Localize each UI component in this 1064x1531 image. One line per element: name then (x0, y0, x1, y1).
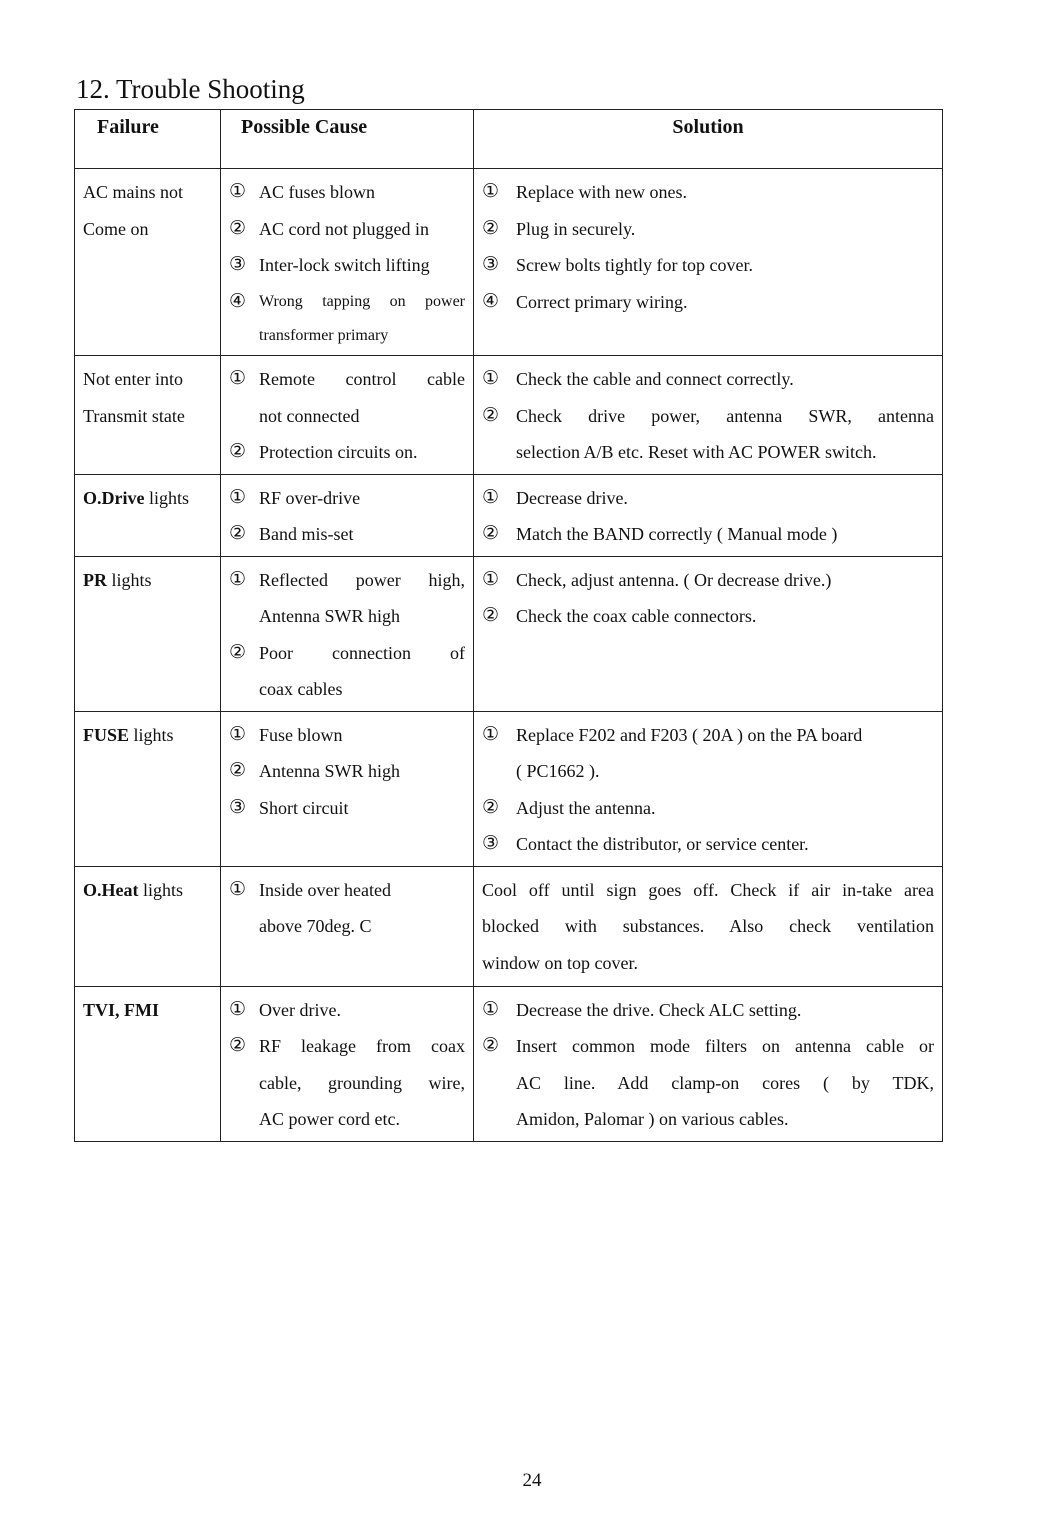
failure-text (83, 992, 212, 1029)
item-number: ② (229, 217, 247, 239)
cause-text: Inside over heated (259, 879, 391, 900)
cause-text: Protection circuits on. (259, 442, 418, 462)
item-number: ③ (229, 254, 247, 275)
solution-item (482, 717, 934, 754)
failure-suffix: lights (138, 879, 184, 900)
table-header-row (75, 110, 943, 169)
failure-cell (75, 169, 221, 356)
solution-cell (474, 169, 943, 356)
solution-text: Decrease the drive. Check ALC setting. (516, 999, 802, 1020)
item-number: ② (229, 641, 247, 663)
solution-text: Amidon, Palomar ) on various cables. (516, 1109, 789, 1129)
solution-item (482, 361, 934, 398)
cause-item (229, 908, 465, 945)
table-row (75, 986, 943, 1141)
solution-cell (474, 711, 943, 866)
solution-item (482, 398, 934, 435)
cause-text: above 70deg. C (259, 916, 372, 936)
cause-item (229, 671, 465, 708)
solution-item (482, 1101, 934, 1138)
item-number: ① (229, 368, 247, 389)
solution-text: ( PC1662 ). (516, 761, 600, 781)
solution-item (482, 211, 934, 248)
cause-text: Wrong tapping on power (259, 292, 465, 310)
item-number: ② (482, 1035, 500, 1056)
solution-text: Check drive power, antenna SWR, antenna (516, 405, 934, 426)
cause-text: cable, grounding wire, (259, 1072, 465, 1093)
solution-item (482, 247, 934, 284)
cause-text: Antenna SWR high (259, 761, 400, 781)
cause-item (229, 211, 465, 248)
cause-item (229, 434, 465, 471)
solution-text: Match the BAND correctly ( Manual mode ) (516, 524, 838, 544)
cause-cell (221, 474, 474, 556)
header-solution: Solution (474, 110, 943, 169)
cause-item (229, 992, 465, 1029)
cause-text: Band mis-set (259, 524, 354, 544)
cause-text: AC cord not plugged in (259, 218, 429, 239)
solution-text: Insert common mode filters on antenna cable or (516, 1036, 934, 1056)
solution-text: AC line. Add clamp-on cores ( by TDK, (516, 1072, 934, 1093)
cause-item (229, 753, 465, 790)
cause-cell (221, 711, 474, 866)
cause-text: Inter-lock switch lifting (259, 255, 430, 275)
cause-item (229, 635, 465, 672)
solution-item (482, 562, 934, 599)
table-row (75, 556, 943, 711)
failure-text: AC mains not (83, 182, 184, 202)
cause-text: Over drive. (259, 999, 341, 1020)
cause-item (229, 598, 465, 635)
cause-item (229, 361, 465, 398)
solution-cell (474, 556, 943, 711)
failure-indicator: PR (83, 569, 107, 590)
failure-suffix: lights (144, 487, 189, 508)
solution-item (482, 790, 934, 827)
solution-text: Screw bolts tightly for top cover. (516, 255, 753, 275)
item-number: ② (482, 217, 500, 239)
solution-item (482, 434, 934, 471)
solution-text: Replace with new ones. (516, 182, 687, 202)
item-number: ① (482, 568, 500, 590)
item-number: ① (229, 998, 247, 1020)
cause-cell (221, 169, 474, 356)
cause-text: Remote control cable (259, 369, 465, 389)
item-number: ① (482, 486, 500, 508)
item-number: ② (229, 760, 247, 781)
cause-item (229, 1101, 465, 1138)
item-number: ① (229, 878, 247, 900)
cause-item (229, 1065, 465, 1102)
failure-indicator: O.Drive (83, 487, 145, 508)
cause-item (229, 872, 465, 909)
failure-cell (75, 866, 221, 986)
item-number: ② (229, 441, 247, 462)
solution-cell (474, 474, 943, 556)
failure-text: Come on (83, 218, 149, 239)
failure-text (83, 480, 212, 517)
failure-text: Not enter into (83, 369, 183, 389)
cause-text: AC fuses blown (259, 182, 375, 202)
solution-item (482, 284, 934, 321)
cause-item (229, 284, 465, 321)
item-number: ④ (482, 290, 500, 312)
failure-indicator: O.Heat (83, 879, 139, 900)
cause-item (229, 247, 465, 284)
solution-text: blocked with substances. Also check ventilation (482, 916, 934, 936)
troubleshooting-table (74, 109, 943, 1142)
solution-text: Check, adjust antenna. ( Or decrease drive.) (516, 569, 832, 590)
solution-item (482, 753, 934, 790)
cause-text: Fuse blown (259, 724, 343, 745)
solution-text: Contact the distributor, or service center. (516, 834, 809, 854)
solution-text: window on top cover. (482, 952, 638, 973)
item-number: ① (229, 568, 247, 590)
cause-text: RF over-drive (259, 487, 361, 508)
header-failure: Failure (75, 110, 221, 169)
failure-cell (75, 356, 221, 475)
failure-suffix: lights (107, 569, 152, 590)
item-number: ① (482, 998, 500, 1020)
failure-indicator: TVI, FMI (83, 999, 159, 1020)
failure-text (83, 872, 212, 909)
failure-text (83, 562, 212, 599)
solution-cell (474, 356, 943, 475)
failure-text: Transmit state (83, 405, 185, 426)
failure-cell (75, 986, 221, 1141)
solution-text: Check the coax cable connectors. (516, 606, 757, 626)
solution-item (482, 174, 934, 211)
cause-item (229, 790, 465, 827)
table-row (75, 711, 943, 866)
item-number: ② (482, 796, 500, 818)
table-row (75, 356, 943, 475)
cause-item (229, 398, 465, 435)
cause-text: Antenna SWR high (259, 606, 400, 626)
solution-cell (474, 986, 943, 1141)
item-number: ① (229, 486, 247, 508)
solution-text: Replace F202 and F203 ( 20A ) on the PA board (516, 724, 863, 745)
item-number: ② (229, 523, 247, 544)
item-number: ① (229, 723, 247, 745)
item-number: ① (482, 723, 500, 745)
table-row (75, 474, 943, 556)
header-possible-cause: Possible Cause (221, 110, 474, 169)
item-number: ① (482, 368, 500, 389)
solution-text: Decrease drive. (516, 487, 628, 508)
solution-item (482, 826, 934, 863)
solution-text: Cool off until sign goes off. Check if air in-take area (482, 879, 934, 900)
table-row (75, 866, 943, 986)
item-number: ② (482, 605, 500, 626)
item-number: ② (229, 1035, 247, 1056)
failure-cell (75, 474, 221, 556)
solution-item (482, 480, 934, 517)
solution-item (482, 1065, 934, 1102)
item-number: ③ (482, 254, 500, 275)
solution-item (482, 1028, 934, 1065)
cause-text: RF leakage from coax (259, 1036, 465, 1056)
solution-text: selection A/B etc. Reset with AC POWER switch. (516, 442, 877, 462)
solution-text: Adjust the antenna. (516, 797, 656, 818)
solution-item (482, 992, 934, 1029)
cause-text: Reflected power high, (259, 569, 465, 590)
failure-text (83, 717, 212, 754)
item-number: ③ (482, 833, 500, 854)
item-number: ④ (229, 290, 247, 312)
page-number: 24 (522, 1470, 542, 1491)
cause-text: Short circuit (259, 797, 349, 818)
cause-cell (221, 556, 474, 711)
item-number: ③ (229, 796, 247, 818)
cause-item (229, 1028, 465, 1065)
cause-text: not connected (259, 405, 360, 426)
failure-indicator: FUSE (83, 724, 130, 745)
cause-item (229, 562, 465, 599)
cause-cell (221, 866, 474, 986)
solution-text: Check the cable and connect correctly. (516, 369, 794, 389)
item-number: ① (229, 181, 247, 202)
cause-item (229, 516, 465, 553)
solution-text: Correct primary wiring. (516, 291, 688, 312)
table-row (75, 169, 943, 356)
solution-item (482, 598, 934, 635)
solution-cell (474, 866, 943, 986)
solution-item (482, 516, 934, 553)
cause-text: coax cables (259, 679, 343, 699)
cause-text: Poor connection of (259, 642, 465, 663)
page-title: 12. Trouble Shooting (76, 74, 305, 104)
failure-cell (75, 711, 221, 866)
item-number: ② (482, 404, 500, 426)
cause-item (229, 717, 465, 754)
item-number: ① (482, 181, 500, 202)
failure-cell (75, 556, 221, 711)
cause-item (229, 480, 465, 517)
cause-text: AC power cord etc. (259, 1109, 400, 1129)
cause-item (229, 174, 465, 211)
failure-suffix: lights (129, 724, 174, 745)
item-number: ② (482, 523, 500, 544)
solution-text: Plug in securely. (516, 218, 636, 239)
cause-text-continued: transformer primary (259, 327, 389, 344)
cause-cell (221, 986, 474, 1141)
cause-cell (221, 356, 474, 475)
